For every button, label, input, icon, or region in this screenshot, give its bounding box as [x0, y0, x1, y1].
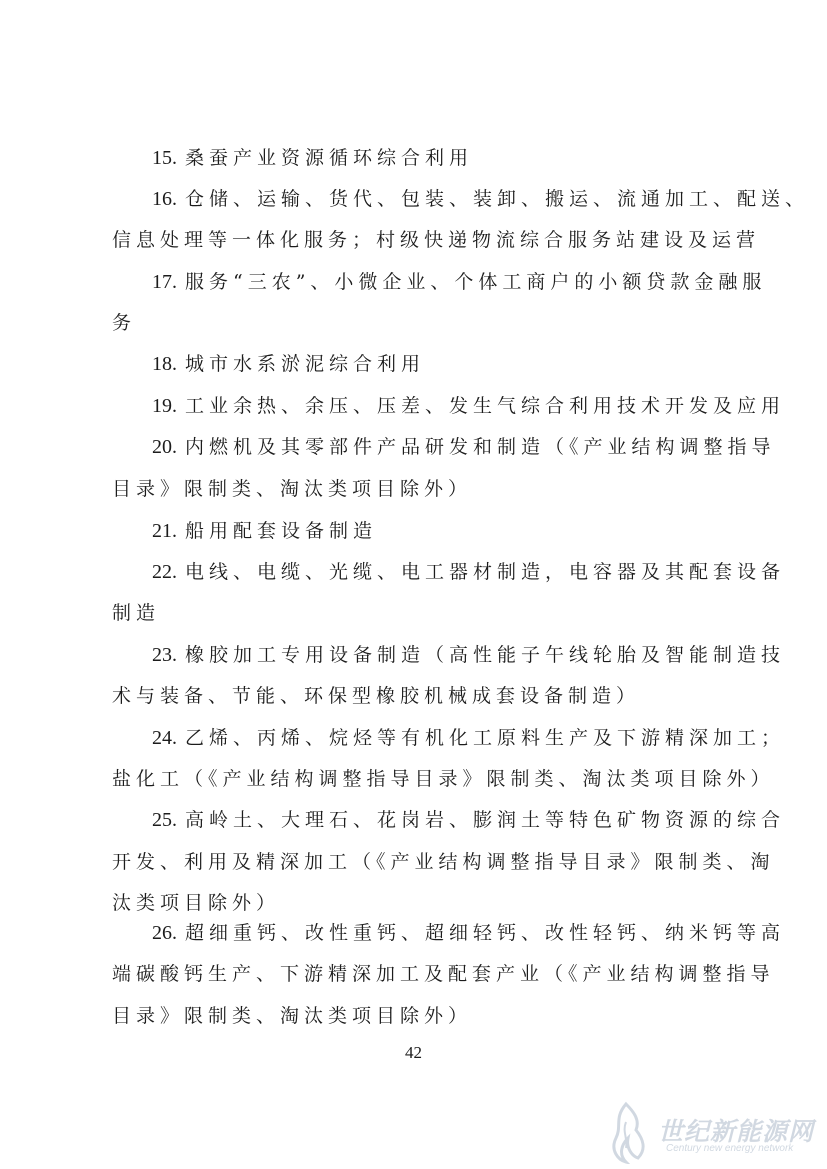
list-item-continuation — [112, 962, 775, 986]
item-number: 20. — [152, 436, 177, 458]
item-text: 高岭土、大理石、花岗岩、膨润土等特色矿物资源的综合 — [185, 809, 786, 831]
list-item-line — [152, 726, 785, 750]
item-text: 制造 — [112, 602, 161, 624]
watermark-title: 世纪新能源网 — [658, 1117, 815, 1146]
list-item-line — [152, 560, 785, 584]
item-number: 16. — [152, 188, 177, 210]
item-text: 术与装备、节能、环保型橡胶机械成套设备制造） — [112, 685, 641, 707]
item-number: 22. — [152, 561, 177, 583]
list-item-line — [152, 394, 785, 418]
item-text: 端碳酸钙生产、下游精深加工及配套产业（《产业结构调整指导 — [112, 963, 775, 985]
item-number: 21. — [152, 520, 177, 542]
item-text: 汰类项目除外） — [112, 892, 281, 914]
item-text: 橡胶加工专用设备制造（高性能子午线轮胎及智能制造技 — [185, 644, 786, 666]
item-text: 盐化工（《产业结构调整指导目录》限制类、淘汰类项目除外） — [112, 768, 775, 790]
list-item-line — [152, 146, 473, 170]
page-number: 42 — [405, 1043, 422, 1062]
list-item-line — [152, 643, 785, 667]
item-text: 超细重钙、改性重钙、超细轻钙、改性轻钙、纳米钙等高 — [185, 922, 786, 944]
item-number: 25. — [152, 809, 177, 831]
item-text: 目录》限制类、淘汰类项目除外） — [112, 478, 473, 500]
item-number: 15. — [152, 147, 177, 169]
list-item-line — [152, 808, 785, 832]
item-number: 26. — [152, 922, 177, 944]
item-text: 开发、利用及精深加工（《产业结构调整指导目录》限制类、淘 — [112, 851, 775, 873]
list-item-continuation — [112, 850, 775, 874]
list-item-line — [152, 187, 809, 211]
list-item-continuation — [112, 767, 775, 791]
list-item-continuation — [112, 601, 160, 625]
list-item-line — [152, 352, 425, 376]
list-item-continuation — [112, 228, 760, 252]
watermark — [596, 1100, 824, 1164]
item-text: 仓储、运输、货代、包装、装卸、搬运、流通加工、配送、 — [185, 188, 810, 210]
list-item-continuation — [112, 477, 472, 501]
item-text: 目录》限制类、淘汰类项目除外） — [112, 1005, 473, 1027]
item-text: 桑蚕产业资源循环综合利用 — [185, 147, 474, 169]
list-item-line — [152, 519, 377, 543]
list-item-line — [152, 921, 785, 945]
watermark-subtitle: Century new energy network — [666, 1143, 794, 1154]
item-text: 内燃机及其零部件产品研发和制造（《产业结构调整指导 — [185, 436, 776, 458]
list-item-line — [152, 435, 776, 459]
item-text: 工业余热、余压、压差、发生气综合利用技术开发及应用 — [185, 395, 786, 417]
list-item-continuation — [112, 891, 280, 915]
flame-logo-icon — [596, 1100, 656, 1164]
item-number: 24. — [152, 727, 177, 749]
list-item-line — [152, 270, 766, 294]
item-text: 服务“三农”、小微企业、个体工商户的小额贷款金融服 — [185, 271, 767, 293]
item-number: 23. — [152, 644, 177, 666]
item-number: 19. — [152, 395, 177, 417]
list-item-continuation — [112, 1004, 472, 1028]
item-text: 信息处理等一体化服务；村级快递物流综合服务站建设及运营 — [112, 229, 761, 251]
item-number: 18. — [152, 353, 177, 375]
item-text: 船用配套设备制造 — [185, 520, 378, 542]
item-number: 17. — [152, 271, 177, 293]
list-item-continuation — [112, 684, 640, 708]
list-item-continuation — [112, 311, 136, 335]
item-text: 乙烯、丙烯、烷烃等有机化工原料生产及下游精深加工； — [185, 727, 786, 749]
item-text: 务 — [112, 312, 137, 334]
item-text: 城市水系淤泥综合利用 — [185, 353, 426, 375]
item-text: 电线、电缆、光缆、电工器材制造，电容器及其配套设备 — [185, 561, 786, 583]
